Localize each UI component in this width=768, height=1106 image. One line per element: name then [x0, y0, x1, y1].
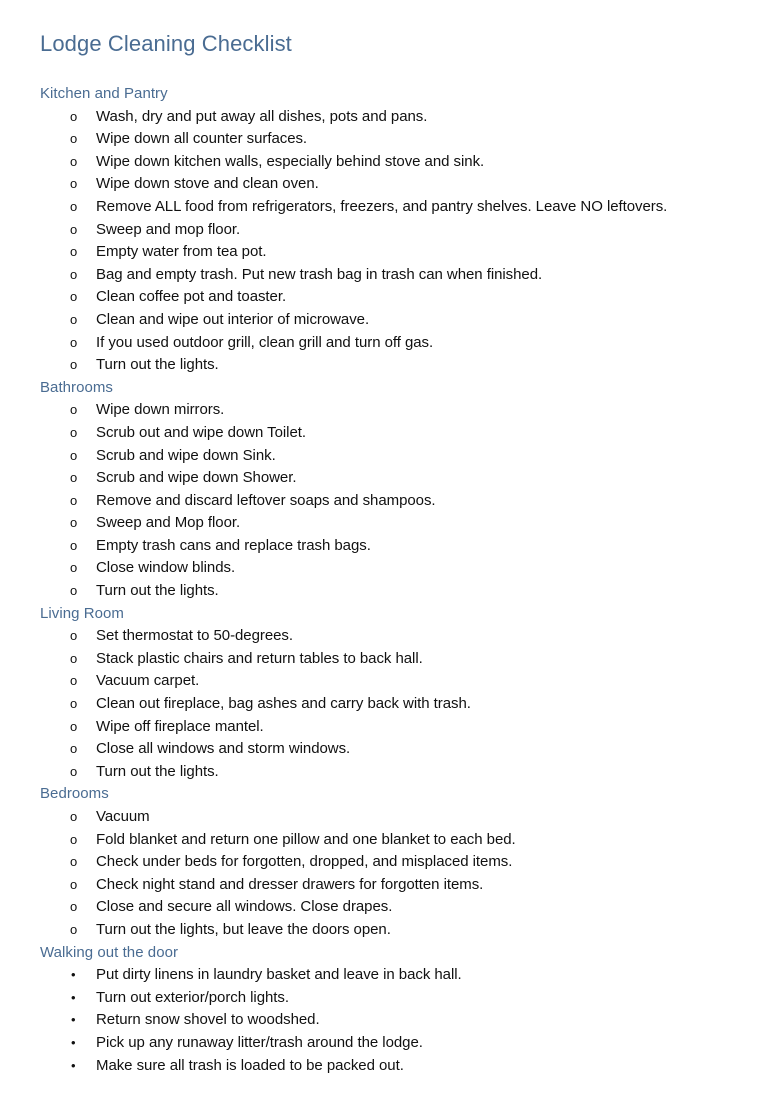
page-title: Lodge Cleaning Checklist [40, 31, 292, 56]
checklist-item-label: Turn out the lights. [96, 582, 219, 600]
checklist-item-label: Make sure all trash is loaded to be packed out. [96, 1056, 404, 1074]
checklist-item[interactable] [40, 874, 728, 897]
bullet-hollow-icon: o [70, 221, 78, 237]
bullet-hollow-icon: o [70, 560, 78, 576]
checklist-item[interactable] [40, 196, 728, 219]
section-living-room [40, 603, 728, 784]
checklist-item[interactable] [40, 128, 728, 151]
checklist-item-label: Put dirty linens in laundry basket and leave in back hall. [96, 966, 462, 984]
checklist-item[interactable] [40, 964, 728, 987]
checklist-item-label: Scrub and wipe down Sink. [96, 446, 276, 464]
bullet-hollow-icon: o [70, 583, 78, 599]
checklist-item[interactable] [40, 106, 728, 129]
checklist-item[interactable] [40, 173, 728, 196]
checklist-item[interactable] [40, 354, 728, 377]
bullet-hollow-icon: o [70, 492, 78, 508]
bullet-hollow-icon: o [70, 741, 78, 757]
checklist-item[interactable] [40, 332, 728, 355]
checklist-item-label: Turn out the lights, but leave the doors open. [96, 920, 391, 938]
checklist-item[interactable] [40, 445, 728, 468]
checklist-item[interactable] [40, 919, 728, 942]
checklist-item-label: Turn out the lights. [96, 356, 219, 374]
checklist-item[interactable] [40, 219, 728, 242]
section-heading-bathrooms: Bathrooms [40, 378, 113, 396]
bullet-hollow-icon: o [70, 763, 78, 779]
checklist-items-bathrooms [40, 399, 728, 602]
checklist-item-label: Wash, dry and put away all dishes, pots and pans. [96, 107, 428, 125]
section-heading-living-room: Living Room [40, 604, 124, 622]
checklist-item[interactable] [40, 512, 728, 535]
bullet-hollow-icon: o [70, 153, 78, 169]
checklist-item[interactable] [40, 1032, 728, 1055]
checklist-item-label: Close all windows and storm windows. [96, 740, 351, 758]
checklist-item[interactable] [40, 829, 728, 852]
checklist-item-label: Wipe down mirrors. [96, 401, 225, 419]
checklist-item-label: Pick up any runaway litter/trash around the lodge. [96, 1033, 423, 1051]
checklist-item[interactable] [40, 580, 728, 603]
bullet-hollow-icon: o [70, 198, 78, 214]
bullet-hollow-icon: o [70, 402, 78, 418]
bullet-hollow-icon: o [70, 357, 78, 373]
checklist-item-label: Clean out fireplace, bag ashes and carry back with trash. [96, 695, 471, 713]
bullet-hollow-icon: o [70, 650, 78, 666]
bullet-hollow-icon: o [70, 673, 78, 689]
checklist-item-label: Scrub out and wipe down Toilet. [96, 423, 306, 441]
checklist-item[interactable] [40, 670, 728, 693]
bullet-filled-icon: • [71, 967, 76, 983]
checklist-item-label: Turn out exterior/porch lights. [96, 988, 289, 1006]
bullet-hollow-icon: o [70, 876, 78, 892]
checklist-item[interactable] [40, 286, 728, 309]
checklist-item-label: Close and secure all windows. Close drapes. [96, 898, 393, 916]
section-walking-out-the-door [40, 942, 728, 1078]
bullet-hollow-icon: o [70, 266, 78, 282]
bullet-hollow-icon: o [70, 628, 78, 644]
checklist-item-label: Sweep and Mop floor. [96, 514, 241, 532]
checklist-item[interactable] [40, 535, 728, 558]
bullet-hollow-icon: o [70, 289, 78, 305]
checklist-item-label: Stack plastic chairs and return tables to back hall. [96, 649, 423, 667]
checklist-item[interactable] [40, 467, 728, 490]
checklist-item-label: Clean coffee pot and toaster. [96, 288, 287, 306]
checklist-item[interactable] [40, 1009, 728, 1032]
checklist-items-bedrooms [40, 806, 728, 942]
section-bathrooms [40, 377, 728, 603]
bullet-hollow-icon: o [70, 899, 78, 915]
bullet-hollow-icon: o [70, 447, 78, 463]
checklist-items-living-room [40, 625, 728, 783]
bullet-hollow-icon: o [70, 108, 78, 124]
checklist-item[interactable] [40, 490, 728, 513]
checklist-item[interactable] [40, 309, 728, 332]
bullet-hollow-icon: o [70, 470, 78, 486]
section-heading-walking-out-the-door: Walking out the door [40, 943, 179, 961]
checklist-items-kitchen-and-pantry [40, 106, 728, 377]
bullet-hollow-icon: o [70, 537, 78, 553]
bullet-hollow-icon: o [70, 718, 78, 734]
checklist-item-label: Set thermostat to 50-degrees. [96, 627, 293, 645]
checklist-item-label: Fold blanket and return one pillow and one blanket to each bed. [96, 830, 516, 848]
checklist-item[interactable] [40, 987, 728, 1010]
bullet-filled-icon: • [71, 1012, 76, 1028]
checklist-item-label: Remove and discard leftover soaps and shampoos. [96, 491, 436, 509]
checklist-items-walking-out-the-door [40, 964, 728, 1077]
section-heading-kitchen-and-pantry: Kitchen and Pantry [40, 85, 168, 102]
checklist-item-label: Check under beds for forgotten, dropped, and misplaced items. [96, 853, 513, 871]
bullet-hollow-icon: o [70, 131, 78, 147]
checklist-item[interactable] [40, 557, 728, 580]
checklist-item[interactable] [40, 648, 728, 671]
bullet-hollow-icon: o [70, 696, 78, 712]
bullet-hollow-icon: o [70, 515, 78, 531]
checklist-item[interactable] [40, 151, 728, 174]
bullet-filled-icon: • [71, 1034, 76, 1050]
checklist-item-label: Scrub and wipe down Shower. [96, 469, 297, 487]
checklist-item-label: Wipe down stove and clean oven. [96, 175, 319, 193]
checklist-item[interactable] [40, 851, 728, 874]
checklist-item[interactable] [40, 1055, 728, 1078]
section-heading-bedrooms: Bedrooms [40, 785, 109, 803]
bullet-hollow-icon: o [70, 311, 78, 327]
checklist-item-label: Turn out the lights. [96, 762, 219, 780]
checklist-item[interactable] [40, 241, 728, 264]
checklist-sections [40, 57, 728, 1077]
bullet-hollow-icon: o [70, 809, 78, 824]
checklist-item-label: Clean and wipe out interior of microwave. [96, 310, 370, 328]
checklist-item-label: Wipe down all counter surfaces. [96, 130, 308, 148]
checklist-item[interactable] [40, 399, 728, 422]
checklist-item[interactable] [40, 738, 728, 761]
checklist-item[interactable] [40, 422, 728, 445]
section-bedrooms [40, 783, 728, 941]
bullet-filled-icon: • [71, 1057, 76, 1073]
checklist-item-label: Empty water from tea pot. [96, 243, 267, 261]
bullet-hollow-icon: o [70, 244, 78, 260]
checklist-item-label: Check night stand and dresser drawers for forgotten items. [96, 875, 484, 893]
checklist-item[interactable] [40, 761, 728, 784]
checklist-item-label: Vacuum carpet. [96, 672, 200, 690]
bullet-hollow-icon: o [70, 854, 78, 870]
checklist-item-label: Bag and empty trash. Put new trash bag in trash can when finished. [96, 265, 543, 283]
section-kitchen-and-pantry [40, 57, 728, 377]
checklist-item-label: Wipe off fireplace mantel. [96, 717, 264, 735]
checklist-item-label: Empty trash cans and replace trash bags. [96, 536, 371, 554]
bullet-hollow-icon: o [70, 176, 78, 192]
bullet-filled-icon: • [71, 989, 76, 1005]
checklist-item-label: Sweep and mop floor. [96, 220, 241, 238]
checklist-item-label: Vacuum [96, 808, 150, 825]
checklist-item[interactable] [40, 806, 728, 829]
checklist-item[interactable] [40, 896, 728, 919]
checklist-item-label: Wipe down kitchen walls, especially behind stove and sink. [96, 152, 485, 170]
checklist-item-label: Close window blinds. [96, 559, 236, 577]
checklist-item-label: If you used outdoor grill, clean grill and turn off gas. [96, 333, 434, 351]
bullet-hollow-icon: o [70, 921, 78, 937]
checklist-item[interactable] [40, 264, 728, 287]
checklist-item[interactable] [40, 625, 728, 648]
checklist-item-label: Return snow shovel to woodshed. [96, 1011, 320, 1029]
bullet-hollow-icon: o [70, 334, 78, 350]
checklist-item[interactable] [40, 693, 728, 716]
checklist-item-label: Remove ALL food from refrigerators, freezers, and pantry shelves. Leave NO leftovers. [96, 197, 668, 215]
bullet-hollow-icon: o [70, 424, 78, 440]
bullet-hollow-icon: o [70, 831, 78, 847]
checklist-item[interactable] [40, 716, 728, 739]
